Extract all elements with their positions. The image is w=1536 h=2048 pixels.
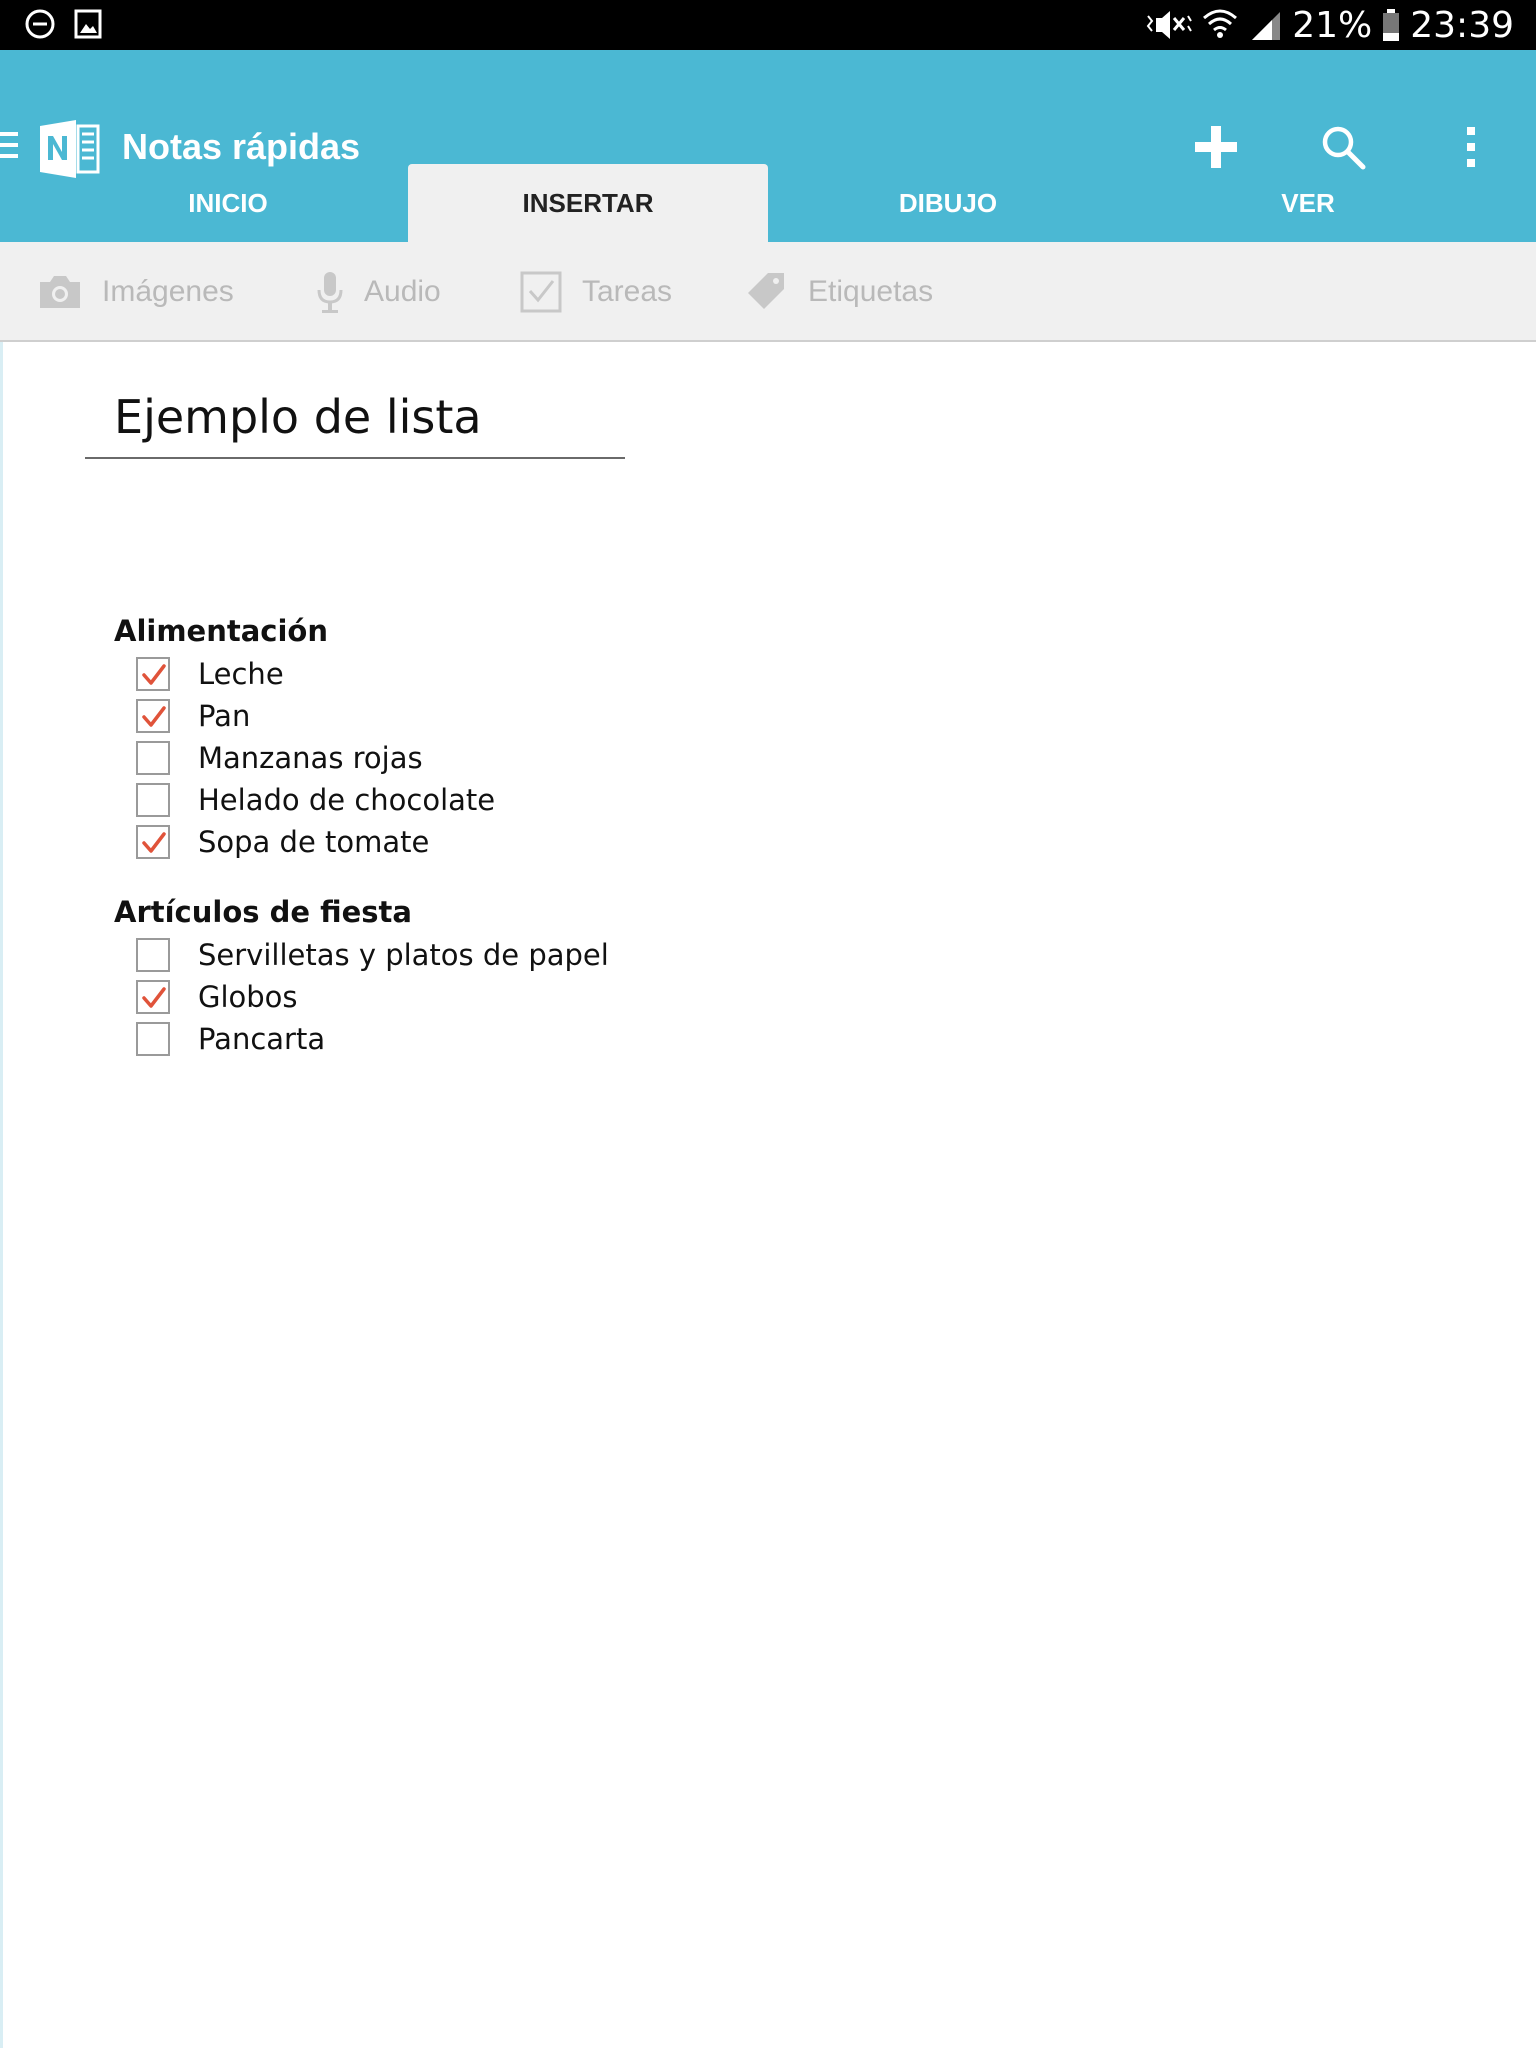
ribbon-tabs — [0, 164, 1536, 242]
ribbon-item-label: Etiquetas — [808, 275, 934, 308]
todo-item — [136, 821, 429, 863]
insert-audio-button[interactable] — [316, 242, 441, 342]
insert-tags-button[interactable] — [744, 242, 933, 342]
battery-percent: 21% — [1292, 4, 1373, 46]
todo-item — [136, 653, 284, 695]
microphone-icon — [316, 270, 344, 314]
checkmark-icon — [141, 662, 167, 688]
battery-icon — [1382, 9, 1400, 41]
app-title: Notas rápidas — [122, 126, 361, 167]
todo-text[interactable]: Helado de chocolate — [198, 783, 496, 817]
tag-icon — [744, 271, 788, 313]
wifi-icon — [1202, 8, 1238, 42]
todo-item — [136, 934, 609, 976]
todo-text[interactable]: Globos — [198, 980, 298, 1014]
tab-ver[interactable] — [1128, 164, 1488, 242]
tab-label: INICIO — [188, 187, 268, 218]
section-heading[interactable]: Artículos de fiesta — [114, 895, 412, 929]
todo-text[interactable]: Manzanas rojas — [198, 741, 423, 775]
todo-checkbox[interactable] — [136, 1022, 170, 1056]
section-heading[interactable]: Alimentación — [114, 614, 328, 648]
todo-item — [136, 976, 298, 1018]
checkbox-icon — [520, 271, 562, 313]
tab-insertar[interactable] — [408, 164, 768, 242]
tab-label: INSERTAR — [522, 187, 654, 218]
tab-inicio[interactable] — [48, 164, 408, 242]
mute-vibrate-icon — [1144, 8, 1192, 42]
ribbon-item-label: Tareas — [582, 275, 673, 308]
clock: 23:39 — [1410, 4, 1514, 46]
tab-label: VER — [1281, 187, 1335, 218]
note-title[interactable]: Ejemplo de lista — [114, 390, 482, 444]
plus-icon — [1195, 126, 1237, 168]
todo-item — [136, 695, 250, 737]
menu-icon[interactable] — [0, 130, 20, 160]
todo-item — [136, 737, 423, 779]
checkmark-icon — [141, 830, 167, 856]
todo-text[interactable]: Servilletas y platos de papel — [198, 938, 609, 972]
tab-dibujo[interactable] — [768, 164, 1128, 242]
todo-text[interactable]: Sopa de tomate — [198, 825, 430, 859]
insert-tasks-button[interactable] — [520, 242, 672, 342]
title-underline — [85, 457, 625, 459]
do-not-disturb-icon — [24, 8, 56, 45]
checkmark-icon — [141, 985, 167, 1011]
signal-icon — [1248, 10, 1282, 40]
image-notification-icon — [74, 9, 102, 44]
more-vertical-icon — [1465, 125, 1477, 169]
page-edge — [0, 342, 3, 2048]
todo-checkbox[interactable] — [136, 783, 170, 817]
todo-checkbox[interactable] — [136, 741, 170, 775]
tab-label: DIBUJO — [898, 187, 998, 218]
todo-item — [136, 779, 495, 821]
insert-ribbon — [0, 242, 1536, 342]
ribbon-item-label: Imágenes — [102, 275, 234, 308]
todo-item — [136, 1018, 325, 1060]
insert-images-button[interactable] — [38, 242, 234, 342]
todo-checkbox[interactable] — [136, 657, 170, 691]
status-bar — [0, 0, 1536, 50]
todo-checkbox[interactable] — [136, 938, 170, 972]
todo-text[interactable]: Pancarta — [198, 1022, 326, 1056]
camera-icon — [38, 274, 82, 310]
todo-checkbox[interactable] — [136, 980, 170, 1014]
ribbon-item-label: Audio — [364, 275, 441, 308]
checkmark-icon — [141, 704, 167, 730]
todo-checkbox[interactable] — [136, 825, 170, 859]
todo-text[interactable]: Pan — [198, 699, 251, 733]
todo-text[interactable]: Leche — [198, 657, 284, 691]
todo-checkbox[interactable] — [136, 699, 170, 733]
